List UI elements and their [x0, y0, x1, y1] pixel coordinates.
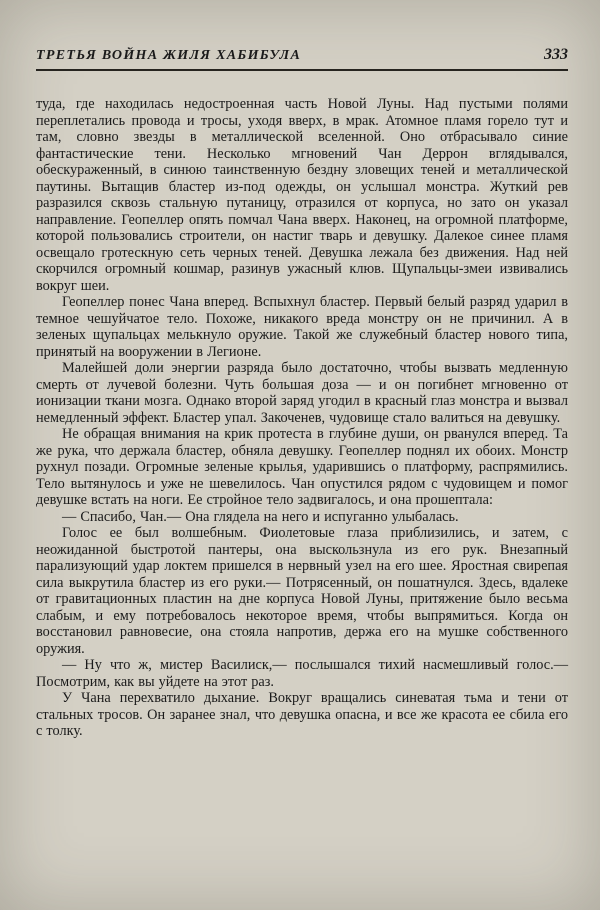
dialogue-paragraph: — Ну что ж, мистер Василиск,— послышался тихий насмешливый голос.— Посмотрим, как вы уйдете на этот раз.: [36, 657, 568, 690]
paragraph: Не обращая внимания на крик протеста в глубине души, он рванулся вперед. Та же рука, что держала бластер, обняла девушку. Геопеллер поднял их обоих. Монстр рухнул позади. Огромные зеленые крылья, ударившись о платформу, распрямились. Тело вытянулось и уже не шевелилось. Чан опустился рядом с чудовищем и помог девушке встать на ноги. Ее стройное тело задвигалось, и она прошептала:: [36, 426, 568, 508]
running-title: ТРЕТЬЯ ВОЙНА ЖИЛЯ ХАБИБУЛА: [36, 48, 302, 63]
paragraph: Геопеллер понес Чана вперед. Вспыхнул бластер. Первый белый разряд ударил в темное чешуйчатое тело. Похоже, никакого вреда монстру он не причинил. А в зеленых щупальцах мелькнуло оружие. Такой же служебный бластер нового типа, принятый на вооружении в Легионе.: [36, 294, 568, 360]
page-body: [36, 96, 568, 740]
paragraph: туда, где находилась недостроенная часть Новой Луны. Над пустыми полями переплетались провода и тросы, уходя вверх, в мрак. Атомное пламя горело тут и там, словно звезды в металлической вселенной. Оно отбрасывало синие фантастические тени. Несколько мгновений Чан Деррон вглядывался, обескураженный, в синюю таинственную бездну зловещих теней и металлической паутины. Вытащив бластер из-под одежды, он услышал монстра. Жуткий рев разразился сквозь стальную путаницу, отразился от корпуса, но зато он указал направление. Геопеллер опять помчал Чана вверх. Наконец, на огромной платформе, которой пользовались строители, он настиг тварь и девушку. Далекое синее пламя освещало гротескную сеть черных теней. Девушка лежала без движения. Над ней скорчился огромный кошмар, разинув ужасный клюв. Щупальцы-змеи извивались вокруг шеи.: [36, 96, 568, 294]
paragraph: Голос ее был волшебным. Фиолетовые глаза приблизились, и затем, с неожиданной быстротой пантеры, она выскользнула из его рук. Внезапный парализующий удар локтем пришелся в нервный узел на его шее. Яростная свирепая сила выкрутила бластер из его руки.— Потрясенный, он пошатнулся. Здесь, вдалеке от гравитационных пластин на дне корпуса Новой Луны, притяжение было весьма слабым, и ему потребовалось некоторое время, чтобы выпрямиться. Когда он восстановил равновесие, она стояла напротив, держа его на мушке собственного оружия.: [36, 525, 568, 657]
page-number: 333: [544, 46, 568, 63]
dialogue-paragraph: — Спасибо, Чан.— Она глядела на него и испуганно улыбалась.: [62, 508, 459, 525]
page-header: [36, 46, 568, 71]
paragraph: Малейшей доли энергии разряда было достаточно, чтобы вызвать медленную смерть от лучевой болезни. Чуть большая доза — и он погибнет мгновенно от ионизации ткани мозга. Однако второй заряд угодил в красный глаз монстра и вызвал немедленный эффект. Бластер упал. Закоченев, чудовище стало валиться на девушку.: [36, 360, 568, 426]
paragraph: У Чана перехватило дыхание. Вокруг вращались синеватая тьма и тени от стальных тросов. Он заранее знал, что девушка опасна, и все же красота ее сбила его с толку.: [36, 690, 568, 739]
